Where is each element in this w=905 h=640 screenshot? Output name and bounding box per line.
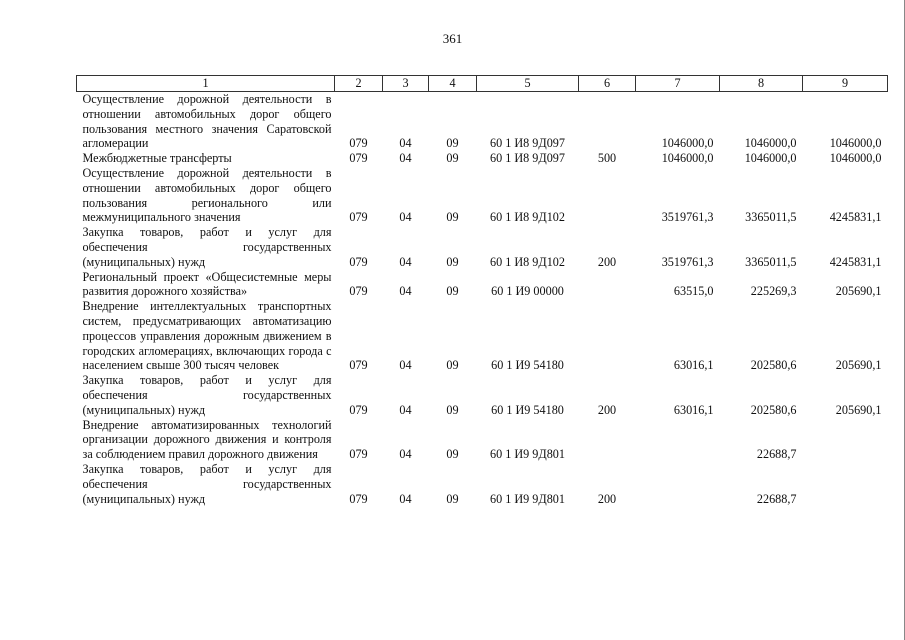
- budget-table: [76, 75, 888, 506]
- column-header-9: 9: [803, 76, 888, 92]
- col9-amount: 1046000,0: [829, 136, 882, 151]
- column-header-5: 5: [477, 76, 579, 92]
- table-row: [77, 151, 888, 166]
- col6-expense-type: 500: [597, 151, 617, 166]
- col5-target-article: 60 1 И9 00000: [491, 284, 564, 299]
- col5-target-article: 60 1 И8 9Д097: [489, 151, 565, 166]
- col6-expense-type: [579, 166, 636, 225]
- col2-code: 079: [349, 151, 368, 166]
- col8-amount: 1046000,0: [744, 136, 797, 151]
- table-row: [77, 270, 888, 300]
- col2-code: 079: [349, 254, 368, 269]
- col8-amount: 3365011,5: [745, 254, 797, 269]
- col9-amount: 205690,1: [835, 402, 882, 417]
- col8-amount: 22688,7: [756, 447, 797, 462]
- col6-expense-type: 200: [597, 254, 617, 269]
- col7-amount: 63515,0: [673, 284, 714, 299]
- col4-subsection: 09: [446, 254, 459, 269]
- col7-amount: 63016,1: [673, 402, 714, 417]
- table-row: [77, 462, 888, 506]
- page-number: 361: [442, 31, 463, 46]
- header-row: [77, 76, 888, 92]
- col4-subsection: 09: [446, 210, 459, 225]
- col8-amount: 202580,6: [750, 358, 797, 373]
- col8-amount: 202580,6: [750, 402, 797, 417]
- col8-amount: 1046000,0: [744, 151, 797, 166]
- col6-expense-type: 200: [597, 491, 617, 506]
- col7-amount: [636, 462, 720, 506]
- col6-expense-type: [579, 270, 636, 300]
- col7-amount: 63016,1: [673, 358, 714, 373]
- table-row: [77, 92, 888, 152]
- row-name: Осуществление дорожной деятельности в отношении автомобильных дорог общего пользования регионального или межмуниципального значения: [82, 165, 332, 225]
- col8-amount: 22688,7: [756, 491, 797, 506]
- row-name: Межбюджетные трансферты: [82, 151, 232, 166]
- col5-target-article: 60 1 И9 9Д801: [489, 491, 565, 506]
- column-header-4: 4: [429, 76, 477, 92]
- row-name: Закупка товаров, работ и услуг для обеспечения государственных (муниципальных) нужд: [82, 373, 332, 417]
- col2-code: 079: [349, 402, 368, 417]
- row-name: Закупка товаров, работ и услуг для обеспечения государственных (муниципальных) нужд: [82, 461, 332, 506]
- table-row: [77, 166, 888, 225]
- col5-target-article: 60 1 И9 9Д801: [489, 447, 565, 462]
- col3-section: 04: [399, 402, 412, 417]
- col7-amount: 3519761,3: [661, 210, 714, 225]
- col3-section: 04: [399, 284, 412, 299]
- col8-amount: 3365011,5: [745, 210, 797, 225]
- col3-section: 04: [399, 447, 412, 462]
- row-name: Региональный проект «Общесистемные меры развития дорожного хозяйства»: [82, 269, 332, 299]
- table-row: [77, 418, 888, 462]
- col2-code: 079: [349, 136, 368, 151]
- col4-subsection: 09: [446, 402, 459, 417]
- row-name: Осуществление дорожной деятельности в отношении автомобильных дорог общего пользования местного значения Саратовской агломерации: [82, 92, 332, 151]
- col2-code: 079: [349, 284, 368, 299]
- column-header-2: 2: [335, 76, 383, 92]
- col9-amount: 205690,1: [835, 358, 882, 373]
- col4-subsection: 09: [446, 358, 459, 373]
- col9-amount: [803, 462, 888, 506]
- col9-amount: 1046000,0: [829, 151, 882, 166]
- col6-expense-type: [579, 418, 636, 462]
- col6-expense-type: 200: [597, 402, 617, 417]
- col7-amount: 3519761,3: [661, 254, 714, 269]
- col7-amount: [636, 418, 720, 462]
- col4-subsection: 09: [446, 491, 459, 506]
- column-header-1: 1: [77, 76, 335, 92]
- col3-section: 04: [399, 254, 412, 269]
- table-row: [77, 373, 888, 417]
- col3-section: 04: [399, 210, 412, 225]
- row-name: Закупка товаров, работ и услуг для обеспечения государственных (муниципальных) нужд: [82, 225, 332, 269]
- table-row: [77, 225, 888, 269]
- col9-amount: [803, 418, 888, 462]
- col5-target-article: 60 1 И8 9Д097: [489, 136, 565, 151]
- col4-subsection: 09: [446, 136, 459, 151]
- col7-amount: 1046000,0: [661, 136, 714, 151]
- col3-section: 04: [399, 491, 412, 506]
- table-row: [77, 299, 888, 373]
- col2-code: 079: [349, 210, 368, 225]
- col5-target-article: 60 1 И9 54180: [491, 402, 564, 417]
- col4-subsection: 09: [446, 284, 459, 299]
- col9-amount: 4245831,1: [829, 254, 882, 269]
- col7-amount: 1046000,0: [661, 151, 714, 166]
- col8-amount: 225269,3: [750, 284, 797, 299]
- col5-target-article: 60 1 И8 9Д102: [489, 210, 565, 225]
- column-header-6: 6: [579, 76, 636, 92]
- col5-target-article: 60 1 И9 54180: [491, 358, 564, 373]
- col2-code: 079: [349, 358, 368, 373]
- col6-expense-type: [579, 299, 636, 373]
- col2-code: 079: [349, 447, 368, 462]
- col4-subsection: 09: [446, 151, 459, 166]
- col4-subsection: 09: [446, 447, 459, 462]
- column-header-8: 8: [720, 76, 803, 92]
- column-header-7: 7: [636, 76, 720, 92]
- column-header-3: 3: [383, 76, 429, 92]
- col3-section: 04: [399, 358, 412, 373]
- row-name: Внедрение автоматизированных технологий организации дорожного движения и контроля за соблюдением правил дорожного движения: [82, 417, 332, 462]
- col9-amount: 205690,1: [835, 284, 882, 299]
- col3-section: 04: [399, 136, 412, 151]
- row-name: Внедрение интеллектуальных транспортных систем, предусматривающих автоматизацию процессов управления дорожным движением в городских агломерациях, включающих города с населением свыше 300 тысяч человек: [82, 299, 332, 373]
- col5-target-article: 60 1 И8 9Д102: [489, 254, 565, 269]
- col3-section: 04: [399, 151, 412, 166]
- table-body: [77, 92, 888, 507]
- col9-amount: 4245831,1: [829, 210, 882, 225]
- col2-code: 079: [349, 491, 368, 506]
- col6-expense-type: [579, 92, 636, 152]
